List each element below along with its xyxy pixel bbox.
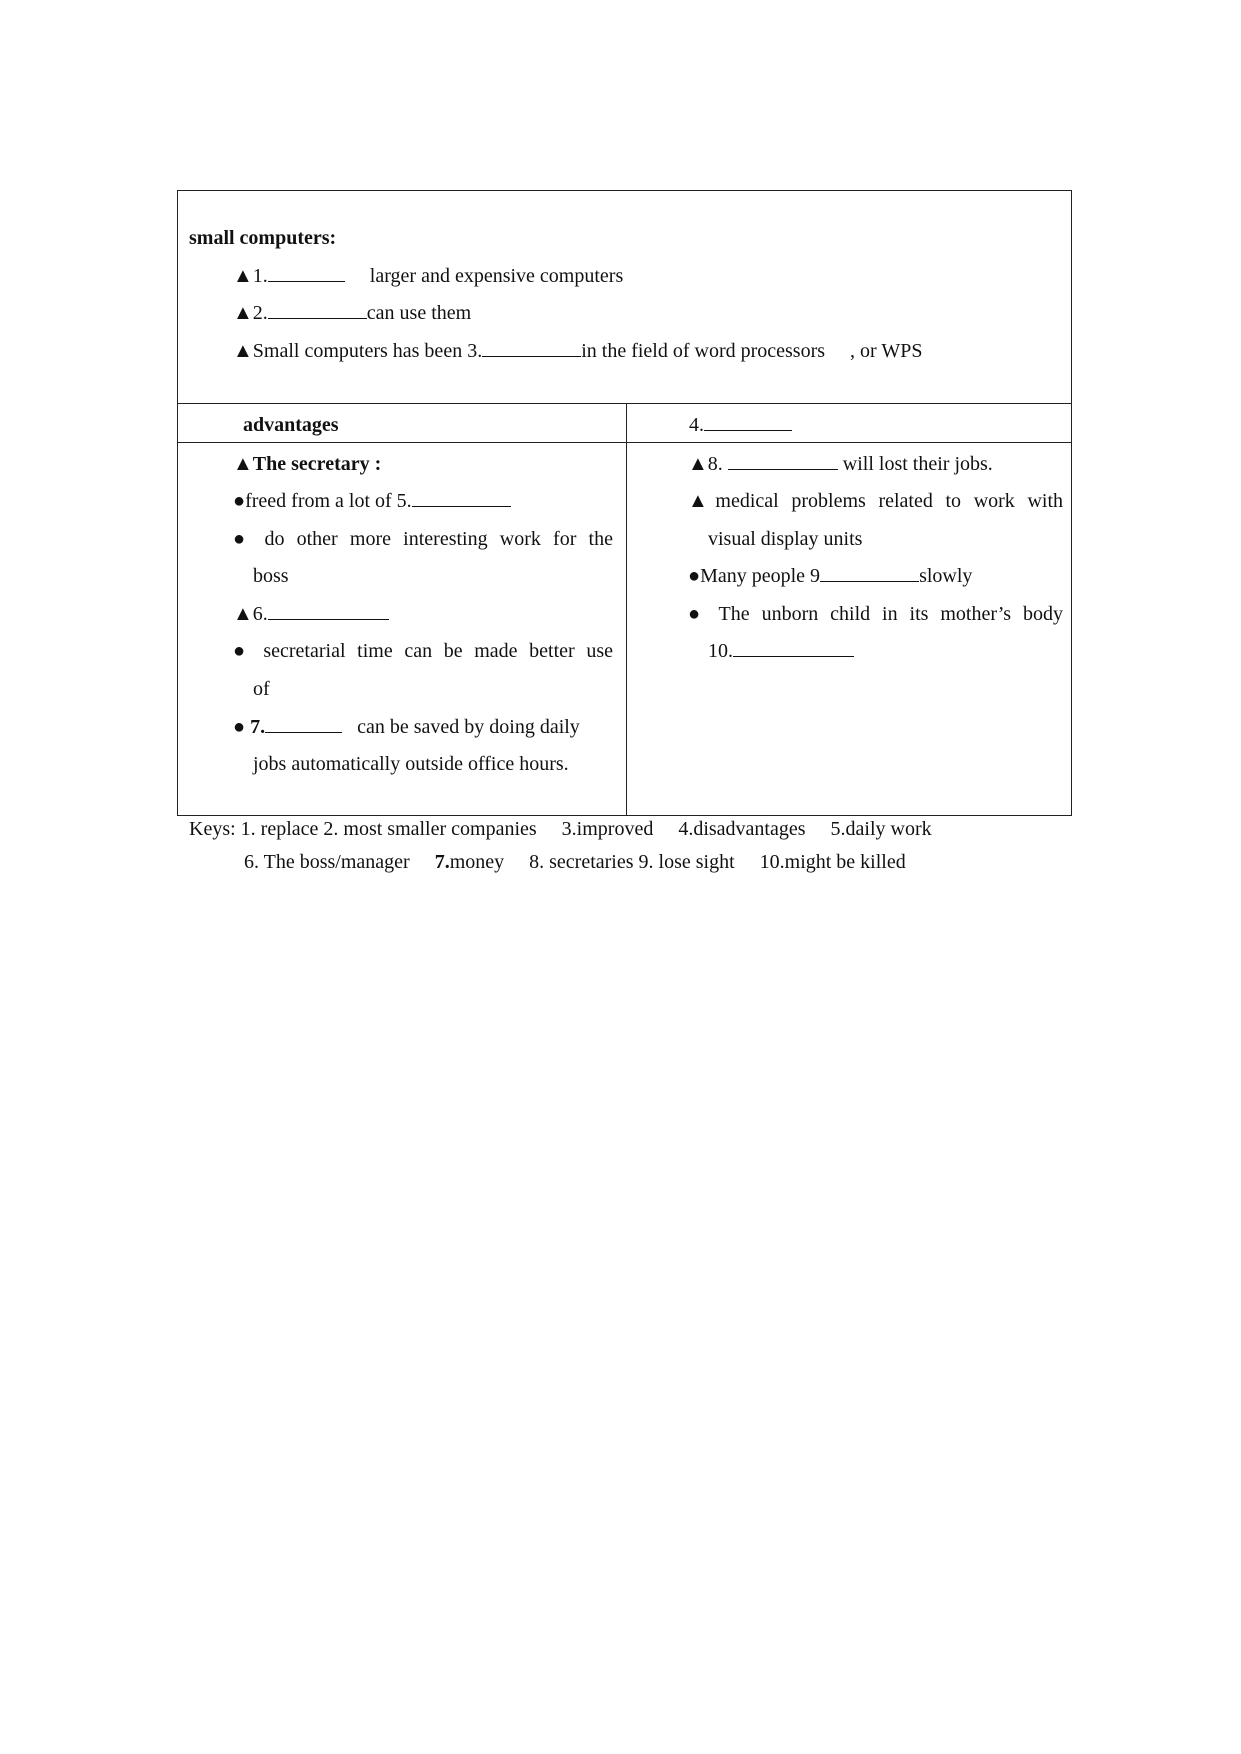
left-bullet-4-line2: jobs automatically outside office hours.	[253, 753, 569, 775]
answer-keys-line-1: Keys: 1. replace 2. most smaller companies 3.improved 4.disadvantages 5.daily work	[189, 818, 932, 840]
left-bullet-1	[233, 490, 511, 513]
left-bullet-4-line1	[233, 716, 613, 739]
blank-3	[482, 355, 581, 357]
left-bullet-2-line1: ● do other more interesting work for the	[233, 528, 613, 550]
blank-8	[728, 468, 838, 470]
item-3	[233, 340, 922, 363]
blank-2	[268, 317, 367, 319]
item-10-prefix: 10.	[708, 640, 733, 662]
left-bullet-3-line2: of	[253, 678, 270, 700]
left-bullet-4-num: 7.	[250, 716, 266, 738]
keys-line-2-c: money 8. secretaries 9. lose sight 10.might be killed	[449, 851, 906, 873]
item-8-text: will lost their jobs.	[842, 453, 993, 475]
left-bullet-4-bullet: ●	[233, 716, 246, 738]
item-3-prefix: ▲Small computers has been 3.	[233, 340, 483, 362]
column-divider	[626, 403, 627, 815]
right-medical-line1: ▲medical problems related to work with	[688, 490, 1063, 512]
blank-5	[412, 505, 511, 507]
column-headers	[178, 404, 1071, 443]
blank-4	[704, 429, 792, 431]
item-2-prefix: ▲2.	[233, 302, 268, 324]
keys-line-2-b: 7.	[434, 851, 450, 873]
small-computers-section	[178, 191, 1071, 404]
right-bullet-1-suffix: slowly	[919, 565, 973, 587]
answer-keys-line-2	[244, 851, 906, 874]
blank-1	[268, 280, 345, 282]
secretary-heading: ▲The secretary :	[233, 453, 382, 475]
item-1-prefix: ▲1.	[233, 265, 268, 287]
keys-line-2-a: 6. The boss/manager	[244, 851, 410, 873]
item-1-text: larger and expensive computers	[369, 265, 624, 287]
right-bullet-2-line2	[708, 640, 854, 663]
right-bullet-2-line1: ● The unborn child in its mother’s body	[688, 603, 1063, 625]
item-3-text: in the field of word processors	[581, 340, 826, 362]
right-bullet-1-prefix: ●Many people 9	[688, 565, 821, 587]
right-medical-line2: visual display units	[708, 528, 863, 550]
right-item-8	[688, 453, 993, 476]
blank-9	[820, 580, 919, 582]
left-bullet-2-line2: boss	[253, 565, 289, 587]
item-8-prefix: ▲8.	[688, 453, 723, 475]
item-2-text: can use them	[366, 302, 472, 324]
advantages-header: advantages	[243, 414, 339, 436]
left-item-6	[233, 603, 389, 626]
item-3-suffix: , or WPS	[850, 340, 923, 362]
left-bullet-3-line1: ● secretarial time can be made better use	[233, 640, 613, 662]
outline-table	[177, 190, 1072, 816]
left-bullet-4-text: can be saved by doing daily	[357, 716, 580, 738]
columns-body	[178, 443, 1071, 815]
item-2	[233, 302, 471, 325]
disadvantages-header	[689, 414, 792, 437]
header-4-prefix: 4.	[689, 414, 704, 436]
right-bullet-1	[688, 565, 972, 588]
blank-6	[268, 618, 389, 620]
item-6-prefix: ▲6.	[233, 603, 268, 625]
blank-7	[265, 731, 342, 733]
blank-10	[733, 655, 854, 657]
left-bullet-1-text: ●freed from a lot of 5.	[233, 490, 412, 512]
item-1	[233, 265, 623, 288]
section-title: small computers:	[189, 227, 337, 249]
